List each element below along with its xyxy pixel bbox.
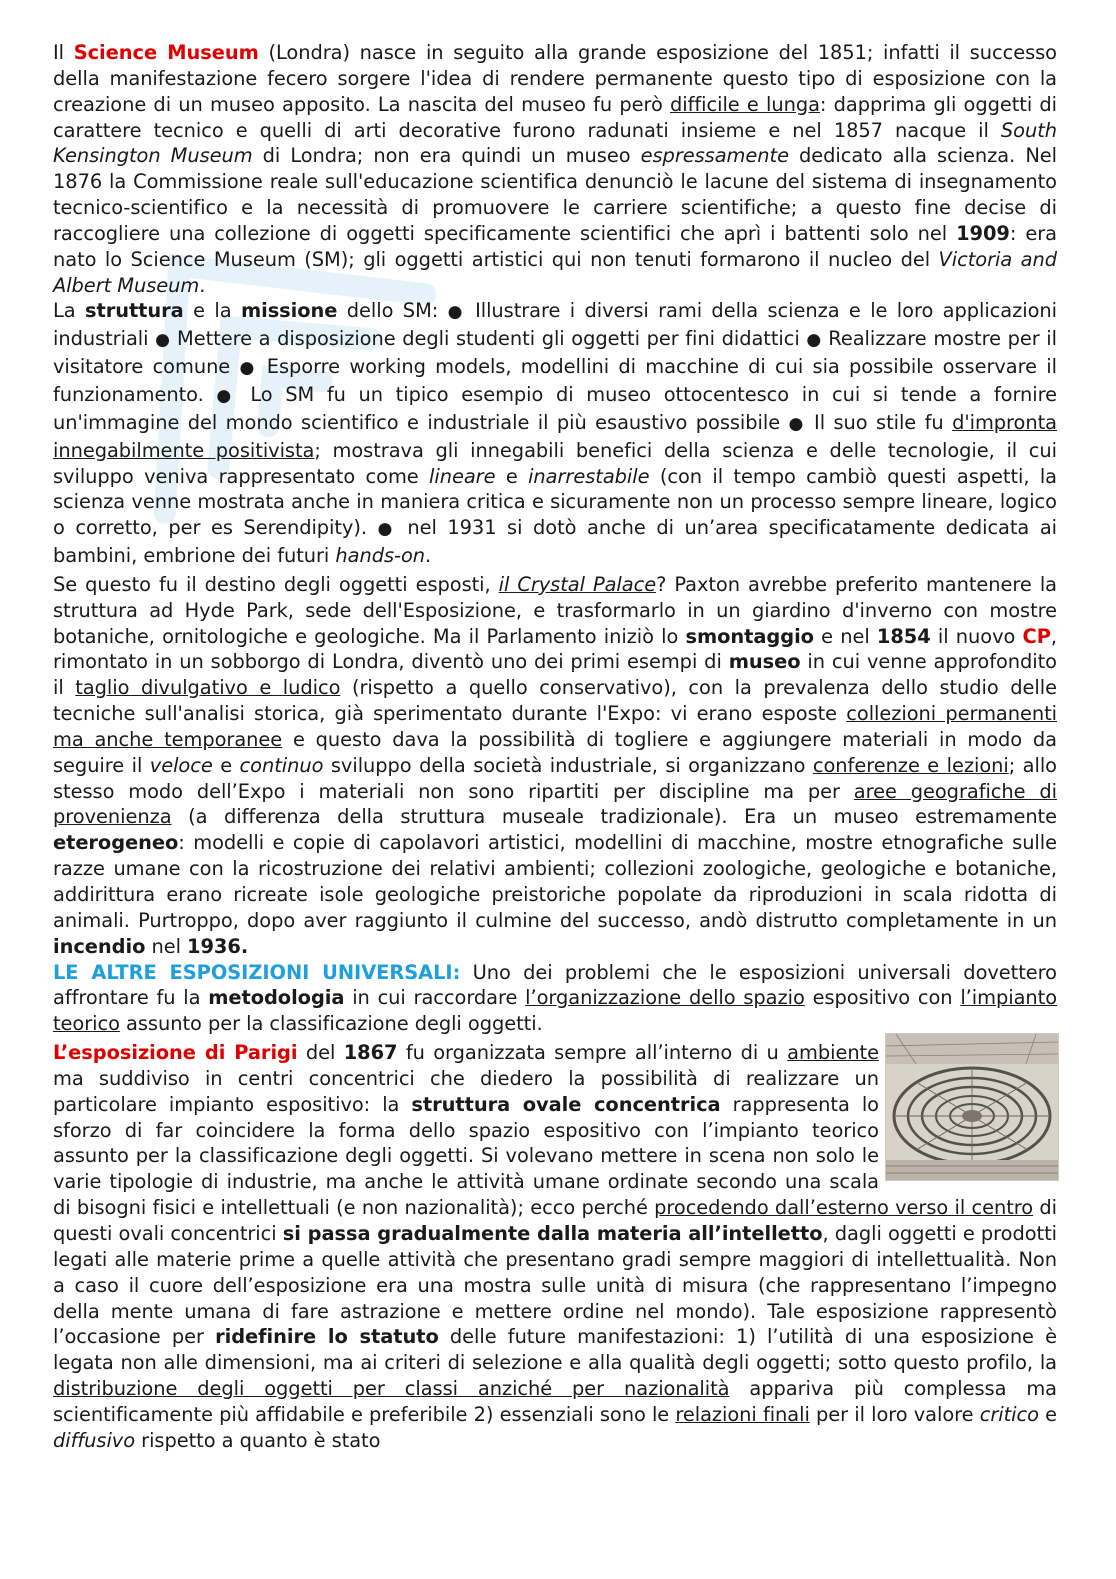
text-run: ambiente: [787, 1041, 879, 1065]
text-run: (con il tempo cambiò questi aspetti, la scienza venne mostrata anche in maniera critica e sicuramente non un processo sempre lineare, logico o corretto, per es Serendipity).: [53, 464, 1057, 540]
text-run: espressamente: [640, 144, 789, 168]
text-run: relazioni finali: [675, 1402, 810, 1426]
text-run: ●: [155, 330, 171, 351]
engraving-oval-palace-icon: [885, 1033, 1059, 1181]
text-run: dedicato alla scienza. Nel 1876 la Commissione reale sull'educazione scientifica denunciò le lacune del sistema di insegnamento tecnico-scientifico e la necessità di promuovere le carriere scientifiche; a questo fine decise di raccogliere una collezione di oggetti specificamente scientifici che aprì i battenti solo nel: [53, 144, 1057, 245]
text-run: si passa gradualmente dalla materia all’intelletto: [282, 1221, 823, 1245]
text-run: Esporre working models, modellini di macchine di cui sia possibile osservare il funzionamento.: [53, 355, 1057, 406]
text-run: 1854: [876, 624, 931, 648]
text-run: hands-on: [335, 544, 426, 568]
text-run: e: [1038, 1402, 1057, 1426]
text-run: appariva più complessa ma scientificamente più affidabile e preferibile 2) essenziali sono le: [53, 1377, 1057, 1426]
text-run: conferenze e lezioni: [812, 753, 1009, 777]
text-run: Il suo stile fu: [805, 410, 953, 434]
text-run: ●: [806, 330, 822, 351]
text-run: eterogeneo: [53, 831, 179, 855]
text-run: missione: [240, 299, 338, 323]
text-run: in cui venne approfondito il: [53, 650, 1057, 700]
text-run: Victoria and Albert Museum: [53, 247, 1057, 297]
text-run: (rispetto a quello conservativo), con la prevalenza dello studio delle tecniche sull'analisi storica, già sperimentato durante l'Expo: vi erano esposte: [53, 676, 1057, 726]
text-run: , dagli oggetti e prodotti legati alle materie prime a quelle attività che presentano gradi sempre maggiori di intellettualità. Non a caso il cuore dell’esposizione era una mostra sulle unità di misura (che rappresentano l’impegno della mente umana di fare astrazione e mettere ordine nel mondo). Tale esposizione rappresentò l’occasione per: [53, 1221, 1057, 1349]
text-run: (Londra) nasce in seguito alla grande esposizione del 1851; infatti il successo della manifestazione fecero sorgere l'idea di rendere permanente questo tipo di esposizione con la creazione di un museo apposito. La nascita del museo fu però: [53, 41, 1057, 116]
paragraph-parigi-1867: [53, 1040, 1057, 1454]
text-run: aree geografiche di provenienza: [53, 779, 1057, 829]
text-run: ●: [377, 519, 397, 540]
text-run: e la: [183, 299, 241, 323]
text-run: LE ALTRE ESPOSIZIONI UNIVERSALI:: [53, 960, 461, 984]
text-run: rispetto a quanto è stato: [135, 1428, 381, 1452]
text-run: : modelli e copie di capolavori artistici, modellini di macchine, mostre etnografiche sulle razze umane con la ricostruzione dei relativi ambienti; collezioni zoologiche, geologiche e botaniche, addirittura erano ricreate isole geologiche preistoriche popolate da riproduzioni in scala ridotta di animali. Purtroppo, dopo aver raggiunto il culmine del successo, andò distrutto completamente in un: [53, 831, 1057, 932]
text-run: ●: [447, 302, 466, 323]
text-run: Il: [53, 41, 74, 64]
text-run: museo: [728, 650, 801, 674]
text-run: smontaggio: [685, 624, 814, 648]
text-run: inarrestabile: [528, 464, 650, 488]
text-run: di Londra; non era quindi un museo: [252, 144, 641, 168]
text-run: : era nato lo Science Museum (SM); gli oggetti artistici qui non tenuti formarono il nucleo del: [53, 221, 1058, 271]
text-run: delle future manifestazioni: 1) l’utilità di una esposizione è legata non alle dimensioni, ma ai criteri di selezione e alla qualità degli oggetti; sotto questo profilo, la: [53, 1325, 1058, 1375]
text-run: lineare: [429, 464, 496, 488]
text-run: .: [425, 544, 432, 568]
text-run: , rimontato in un sobborgo di Londra, diventò uno dei primi esempi di: [53, 624, 1057, 674]
text-run: procedendo dall’esterno verso il centro: [654, 1196, 1034, 1220]
text-run: veloce: [149, 753, 213, 777]
text-run: per il loro valore: [809, 1402, 980, 1426]
text-run: del: [297, 1041, 344, 1065]
text-run: 1909: [956, 221, 1010, 245]
text-run: Science Museum: [73, 41, 259, 64]
text-run: La: [53, 299, 85, 323]
text-run: e: [212, 753, 240, 777]
text-run: continuo: [239, 753, 324, 777]
text-run: struttura ovale concentrica: [411, 1092, 721, 1116]
text-run: taglio divulgativo e ludico: [75, 676, 341, 700]
text-run: il nuovo: [930, 624, 1023, 648]
text-run: l’impianto teorico: [53, 986, 1058, 1036]
text-run: Realizzare mostre per il visitatore comune: [53, 327, 1057, 379]
text-run: Mettere a disposizione degli studenti gli oggetti per fini didattici: [170, 327, 807, 351]
text-run: Se questo fu il destino degli oggetti esposti,: [53, 572, 499, 596]
text-run: sviluppo della società industriale, si organizzano: [323, 753, 813, 777]
text-run: metodologia: [208, 986, 345, 1010]
text-run: 1867: [343, 1041, 398, 1065]
paragraph-altre-esposizioni: [53, 960, 1057, 1038]
text-run: ; allo stesso modo dell’Expo i materiali non sono ripartiti per discipline ma per: [53, 753, 1057, 803]
text-run: : dapprima gli oggetti di carattere tecnico e quelli di arti decorative furono radunati insieme e nel 1857 nacque il: [53, 92, 1058, 142]
document-page: [53, 40, 1057, 1454]
text-run: ma suddiviso in centri concentrici che diedero la possibilità di realizzare un particolare impianto espositivo: la: [53, 1066, 879, 1116]
paragraph-crystal-palace: [53, 572, 1057, 960]
text-run: South Kensington Museum: [53, 118, 1057, 168]
text-run: e nel: [813, 624, 877, 648]
text-run: fu organizzata sempre all’interno di u: [397, 1041, 788, 1065]
text-run: l’organizzazione dello spazio: [525, 986, 805, 1010]
text-run: collezioni permanenti ma anche temporanee: [53, 702, 1057, 751]
text-run: il Crystal Palace: [498, 572, 657, 596]
text-run: ridefinire lo statuto: [215, 1325, 439, 1349]
text-run: assunto per la classificazione degli oggetti.: [119, 1012, 543, 1036]
text-run: ? Paxton avrebbe preferito mantenere la struttura ad Hyde Park, sede dell'Esposizione, e trasformarlo in un giardino d'inverno con mostre botaniche, ornitologiche e geologiche. Ma il Parlamento iniziò lo: [53, 572, 1057, 648]
text-run: in cui raccordare: [344, 986, 526, 1010]
text-run: Lo SM fu un tipico esempio di museo ottocentesco in cui si tende a fornire un'immagine del mondo scientifico e industriale il più esaustivo possibile: [53, 382, 1057, 434]
text-run: espositivo con: [804, 986, 961, 1010]
text-run: ; mostrava gli innegabili benefici della scienza e delle tecnologie, il cui sviluppo veniva rappresentato come: [53, 438, 1057, 488]
text-run: ●: [239, 358, 258, 379]
text-run: distribuzione degli oggetti per classi anziché per nazionalità: [53, 1377, 730, 1401]
text-run: ●: [216, 385, 238, 406]
text-run: (a differenza della struttura museale tradizionale). Era un museo estremamente: [171, 805, 1057, 829]
text-run: di questi ovali concentrici: [53, 1196, 1057, 1245]
text-run: e questo dava la possibilità di togliere e aggiungere materiali in modo da seguire il: [53, 727, 1057, 777]
text-run: dello SM:: [337, 299, 448, 323]
paragraph-struttura-missione: [53, 298, 1057, 568]
text-run: diffusivo: [53, 1428, 136, 1452]
text-run: L’esposizione di Parigi: [53, 1041, 298, 1065]
text-run: ●: [788, 413, 806, 434]
text-run: .: [199, 273, 206, 297]
text-run: rappresenta lo sforzo di far coincidere la forma dello spazio espositivo con l’impianto teorico assunto per la classificazione degli oggetti. Si volevano mettere in scena non solo le varie tipologie di industrie, ma anche le attività umane ordinate secondo una scala di bisogni fisici e intellettuali (e non nazionalità); ecco perché: [53, 1092, 879, 1220]
text-run: Illustrare i diversi rami della scienza e le loro applicazioni industriali: [53, 299, 1057, 351]
text-run: incendio: [53, 934, 146, 958]
text-run: d'impronta innegabilmente positivista: [53, 410, 1057, 462]
text-run: difficile e lunga: [670, 92, 820, 116]
text-run: critico: [979, 1402, 1039, 1426]
text-run: struttura: [84, 299, 184, 323]
text-run: Uno dei problemi che le esposizioni universali dovettero affrontare fu la: [53, 960, 1057, 1010]
text-run: CP: [1022, 624, 1051, 648]
text-run: nel 1931 si dotò anche di un’area specificatamente dedicata ai bambini, embrione dei futuri: [53, 516, 1057, 568]
paragraph-science-museum: [53, 40, 1057, 298]
text-run: nel: [145, 934, 188, 958]
text-run: e: [495, 464, 529, 488]
text-run: 1936.: [187, 934, 249, 958]
